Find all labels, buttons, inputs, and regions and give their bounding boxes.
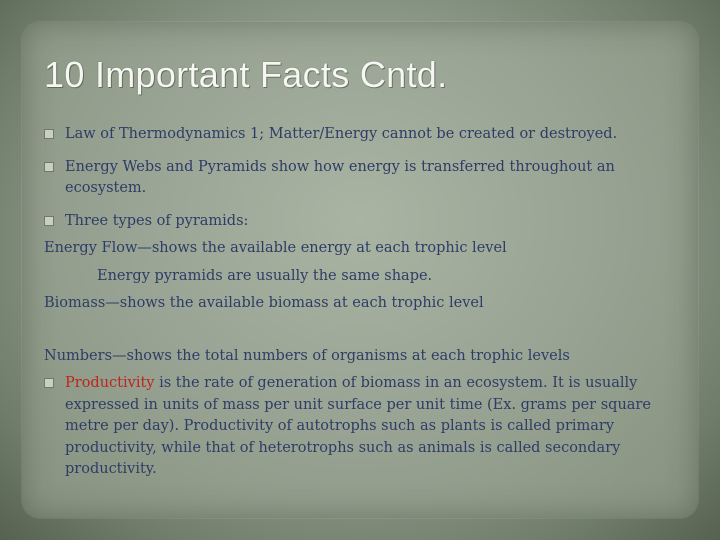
biomass-text: Biomass—shows the available biomass at each trophic level [44, 295, 484, 311]
numbers-text: Numbers—shows the total numbers of organisms at each trophic levels [44, 347, 570, 364]
bullet-item [44, 124, 684, 146]
slide-title: 10 Important Facts Cntd. [44, 54, 448, 95]
square-bullet-icon [44, 129, 54, 139]
bullet-text-line: Energy Webs and Pyramids show how energy is transferred throughout an [65, 158, 615, 175]
bullet-item [44, 211, 684, 233]
energy-pyramid-note: Energy pyramids are usually the same shape. [97, 267, 433, 284]
productivity-text-line: expressed in units of mass per unit surface per unit time (Ex. grams per square [65, 396, 651, 413]
bullet-item-productivity [44, 373, 684, 481]
bullet-text: Three types of pyramids: [65, 212, 249, 229]
productivity-term: Productivity [65, 375, 155, 391]
square-bullet-icon [44, 378, 54, 388]
bullet-item [44, 157, 684, 200]
productivity-text-line: is the rate of generation of biomass in an ecosystem. It is usually [154, 375, 638, 391]
square-bullet-icon [44, 162, 54, 172]
productivity-text-line: metre per day). Productivity of autotrophs such as plants is called primary [65, 418, 615, 434]
energy-flow-text: Energy Flow—shows the available energy at each trophic level [44, 240, 507, 256]
bullet-text: Law of Thermodynamics 1; Matter/Energy cannot be created or destroyed. [65, 126, 618, 142]
productivity-text-line: productivity, while that of heterotrophs such as animals is called secondary [65, 439, 621, 456]
bullet-text-line: ecosystem. [65, 180, 147, 196]
square-bullet-icon [44, 216, 54, 226]
productivity-text-line: productivity. [65, 461, 157, 477]
slide-content [44, 124, 684, 481]
